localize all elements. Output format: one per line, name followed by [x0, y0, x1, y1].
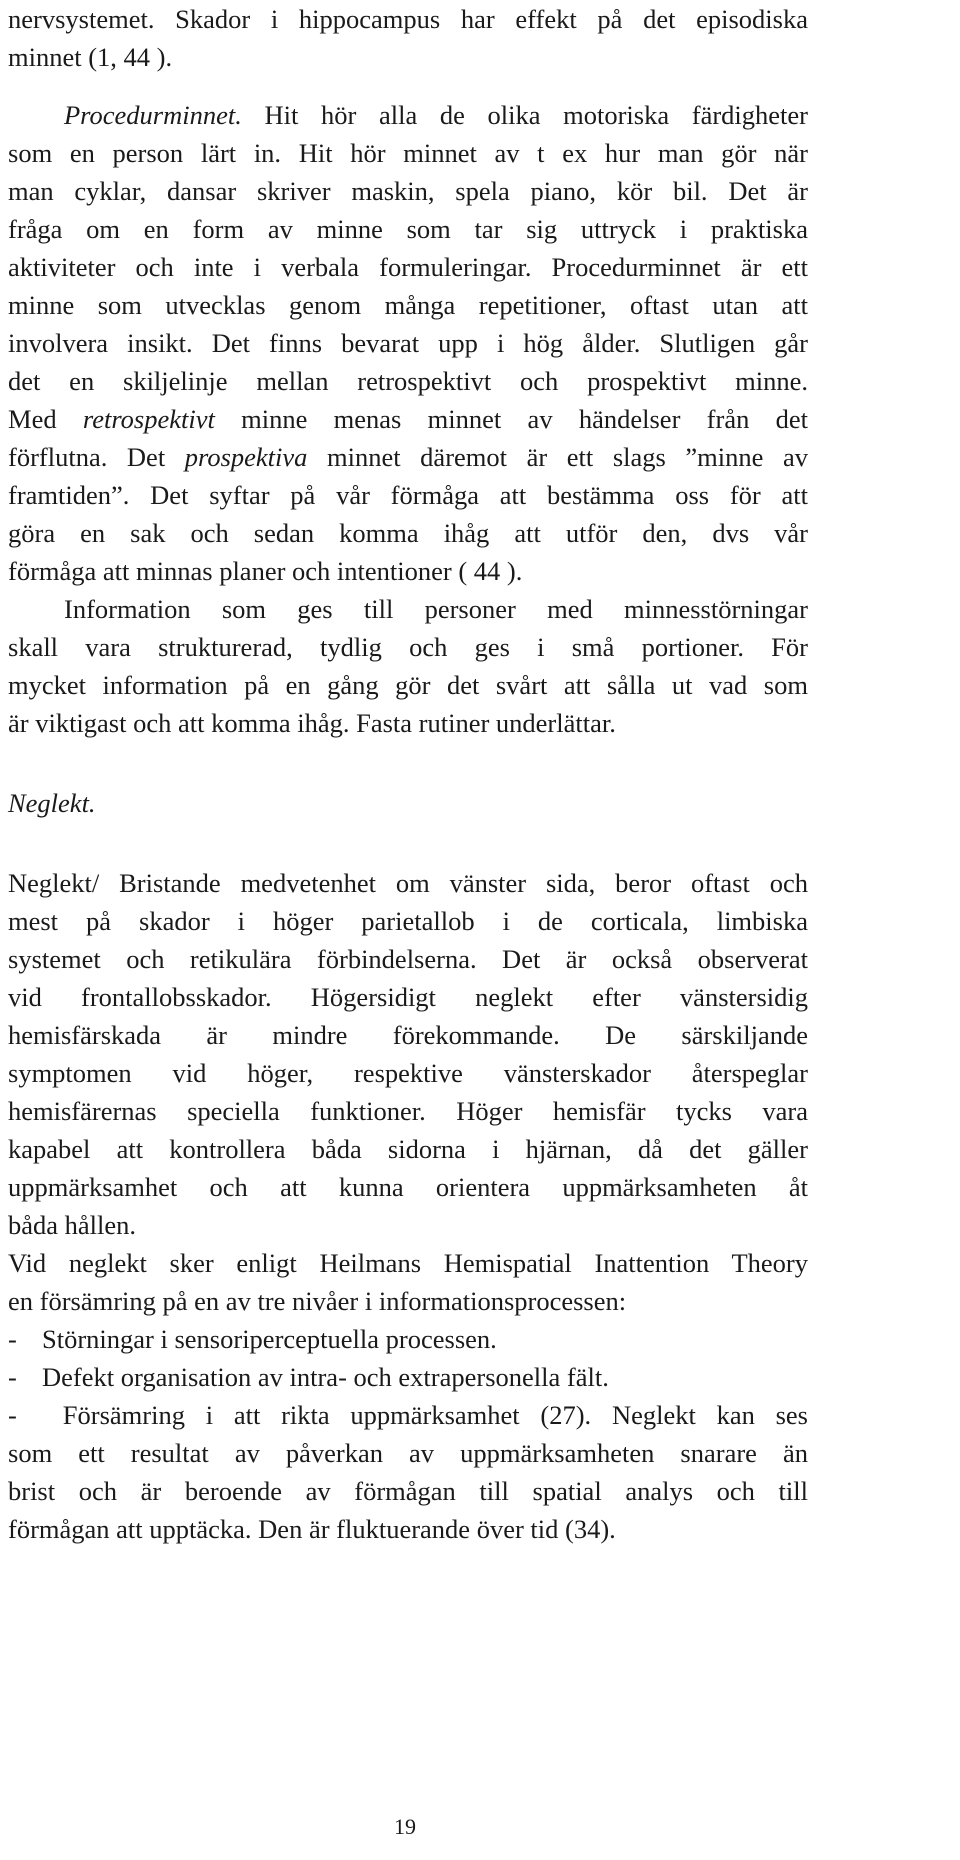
text-line: man cyklar, dansar skriver maskin, spela piano, kör bil. Det är	[8, 176, 808, 206]
text-line: vid frontallobsskador. Högersidigt neglekt efter vänstersidig	[8, 982, 808, 1012]
list-dash: -	[8, 1362, 17, 1392]
text-line: symptomen vid höger, respektive vänsterskador återspeglar	[8, 1058, 808, 1088]
text-line: nervsystemet. Skador i hippocampus har effekt på det episodiska	[8, 4, 808, 34]
text-line: mest på skador i höger parietallob i de corticala, limbiska	[8, 906, 808, 936]
text-line	[64, 96, 808, 134]
text-line: systemet och retikulära förbindelserna. Det är också observerat	[8, 944, 808, 974]
text-line: Vid neglekt sker enligt Heilmans Hemispatial Inattention Theory	[8, 1248, 808, 1278]
text-line: skall vara strukturerad, tydlig och ges i små portioner. För	[8, 632, 808, 662]
text-line: aktiviteter och inte i verbala formuleringar. Procedurminnet är ett	[8, 252, 808, 282]
list-dash: -	[8, 1324, 17, 1354]
text-line: Neglekt/ Bristande medvetenhet om vänster sida, beror oftast och	[8, 868, 808, 898]
text-span: Med	[8, 404, 83, 434]
text-line: hemisfärskada är mindre förekommande. De särskiljande	[8, 1020, 808, 1050]
list-item-text: Störningar i sensoriperceptuella processen.	[42, 1324, 497, 1354]
section-heading-procedurminnet: Procedurminnet.	[64, 100, 242, 130]
italic-term-retrospektivt: retrospektivt	[82, 404, 215, 434]
list-item	[8, 1358, 808, 1396]
text-line: båda hållen.	[8, 1210, 137, 1240]
text-line: fråga om en form av minne som tar sig uttryck i praktiska	[8, 214, 808, 244]
text-line: som ett resultat av påverkan av uppmärksamheten snarare än	[8, 1438, 808, 1468]
text-line: uppmärksamhet och att kunna orientera uppmärksamheten åt	[8, 1172, 808, 1202]
text-line: kapabel att kontrollera båda sidorna i hjärnan, då det gäller	[8, 1134, 808, 1164]
text-line: göra en sak och sedan komma ihåg att utför den, dvs vår	[8, 518, 808, 548]
text-line: framtiden”. Det syftar på vår förmåga att bestämma oss för att	[8, 480, 808, 510]
section-heading-neglekt: Neglekt.	[8, 788, 96, 818]
text-line: minne som utvecklas genom många repetitioner, oftast utan att	[8, 290, 808, 320]
text-line: är viktigast och att komma ihåg. Fasta rutiner underlättar.	[8, 708, 616, 738]
text-line: mycket information på en gång gör det svårt att sålla ut vad som	[8, 670, 808, 700]
text-line: brist och är beroende av förmågan till spatial analys och till	[8, 1476, 808, 1506]
list-item	[8, 1320, 808, 1358]
text-line	[8, 400, 808, 438]
text-line: en försämring på en av tre nivåer i informationsprocessen:	[8, 1286, 627, 1316]
text-span: minnet däremot är ett slags ”minne av	[307, 442, 808, 472]
page-number: 19	[394, 1814, 416, 1839]
text-line: förmågan att upptäcka. Den är fluktuerande över tid (34).	[8, 1514, 616, 1544]
list-item-text: Försämring i att rikta uppmärksamhet (27). Neglekt kan ses	[42, 1400, 808, 1430]
text-line: minnet (1, 44 ).	[8, 42, 173, 72]
text-line: det en skiljelinje mellan retrospektivt och prospektivt minne.	[8, 366, 808, 396]
text-line: som en person lärt in. Hit hör minnet av t ex hur man gör när	[8, 138, 808, 168]
text-span: Hit hör alla de olika motoriska färdigheter	[241, 100, 808, 130]
list-item-text: Defekt organisation av intra- och extrapersonella fält.	[42, 1362, 609, 1392]
text-line	[8, 438, 808, 476]
text-line: involvera insikt. Det finns bevarat upp i hög ålder. Slutligen går	[8, 328, 808, 358]
list-item	[8, 1396, 808, 1434]
text-line: förmåga att minnas planer och intentioner ( 44 ).	[8, 556, 523, 586]
text-line: hemisfärernas speciella funktioner. Höger hemisfär tycks vara	[8, 1096, 808, 1126]
italic-term-prospektiva: prospektiva	[184, 442, 308, 472]
list-dash: -	[8, 1400, 17, 1430]
text-span: minne menas minnet av händelser från det	[214, 404, 809, 434]
text-line: Information som ges till personer med minnesstörningar	[64, 594, 808, 624]
text-span: förflutna. Det	[8, 442, 185, 472]
